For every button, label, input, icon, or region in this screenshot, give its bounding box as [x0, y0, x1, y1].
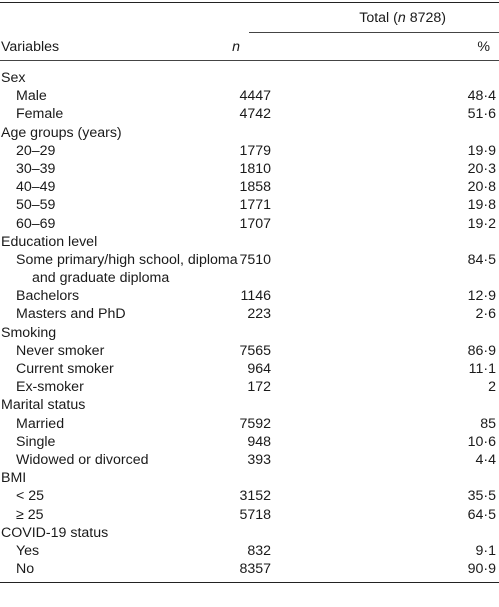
- table-row: [0, 178, 499, 196]
- row-label: 40–49: [16, 179, 56, 196]
- row-label: Female: [16, 106, 64, 123]
- row-percent-value: 19·8: [467, 197, 496, 214]
- row-percent-value: 85: [480, 415, 496, 432]
- header-row-total: [0, 3, 499, 33]
- table-row: [0, 560, 499, 578]
- table-row: [0, 142, 499, 160]
- row-n-value: 832: [247, 542, 271, 559]
- group-label: Age groups (years): [1, 124, 122, 141]
- row-label: Widowed or divorced: [16, 451, 149, 468]
- row-label: Never smoker: [16, 342, 105, 359]
- row-n-value: 948: [247, 433, 271, 450]
- table-row: [0, 215, 499, 233]
- row-label: Married: [16, 415, 65, 432]
- row-percent-value: 20·8: [467, 179, 496, 196]
- table-row: [0, 160, 499, 178]
- table-row: [0, 287, 499, 305]
- total-n-italic: n: [397, 10, 406, 26]
- group-label: Sex: [1, 70, 26, 86]
- row-label: Male: [16, 88, 47, 105]
- row-label: Masters and PhD: [16, 306, 126, 323]
- row-label-line2: and graduate diploma: [32, 270, 170, 287]
- row-percent-value: 10·6: [467, 433, 496, 450]
- row-label: 30–39: [16, 160, 56, 177]
- table-row: [0, 378, 499, 396]
- total-suffix: 8728): [405, 10, 446, 26]
- table-row: [0, 105, 499, 123]
- row-label: [16, 251, 238, 287]
- row-n-value: 223: [247, 306, 271, 323]
- row-percent-value: 48·4: [467, 88, 496, 105]
- row-percent-value: 9·1: [475, 542, 496, 559]
- row-n-value: 7592: [239, 415, 271, 432]
- row-n-value: 4447: [239, 88, 271, 105]
- row-n-value: 1810: [239, 160, 271, 177]
- row-percent-value: 11·1: [468, 361, 496, 378]
- row-label: Current smoker: [16, 361, 114, 378]
- n-header: n: [232, 39, 240, 55]
- row-n-value: 1771: [239, 197, 271, 214]
- row-percent-value: 19·9: [467, 142, 496, 159]
- bottom-rule: [0, 582, 499, 583]
- table-row: [0, 415, 499, 433]
- row-label: ≥ 25: [16, 506, 44, 523]
- row-n-value: 5718: [239, 506, 271, 523]
- row-label: Bachelors: [16, 288, 80, 305]
- row-label: 20–29: [16, 142, 56, 159]
- table-row: [0, 305, 499, 323]
- group-label: BMI: [1, 470, 27, 487]
- row-percent-value: 64·5: [467, 506, 496, 523]
- row-label: 60–69: [16, 215, 56, 232]
- table-row: [0, 542, 499, 560]
- table-row: [0, 360, 499, 378]
- group-header-row: [0, 396, 499, 414]
- table-row: [0, 487, 499, 505]
- group-label: Education level: [1, 233, 98, 250]
- row-n-value: 1707: [239, 215, 271, 232]
- row-percent-value: 35·5: [467, 488, 496, 505]
- row-n-value: 393: [247, 451, 271, 468]
- row-percent-value: 86·9: [467, 342, 496, 359]
- group-header-row: [0, 69, 499, 87]
- table-row: [0, 196, 499, 214]
- percent-header: %: [477, 39, 490, 55]
- row-percent-value: 51·6: [467, 106, 496, 123]
- row-n-value: 1779: [239, 142, 271, 159]
- group-header-row: [0, 524, 499, 542]
- table-row: [0, 251, 499, 287]
- row-percent-value: 12·9: [467, 288, 496, 305]
- row-n-value: 8357: [239, 561, 271, 578]
- row-label: 50–59: [16, 197, 56, 214]
- table-row: [0, 506, 499, 524]
- table-row: [0, 87, 499, 105]
- row-percent-value: 20·3: [467, 160, 496, 177]
- row-percent-value: 2: [488, 379, 496, 396]
- group-header-row: [0, 469, 499, 487]
- total-prefix: Total (: [359, 10, 398, 26]
- table-body: [0, 69, 499, 578]
- row-n-value: 1858: [239, 179, 271, 196]
- table-row: [0, 433, 499, 451]
- group-header-row: [0, 233, 499, 251]
- row-n-value: 964: [247, 361, 271, 378]
- table-row: [0, 342, 499, 360]
- row-percent-value: 2·6: [475, 306, 496, 323]
- row-label: Ex-smoker: [16, 379, 84, 396]
- row-n-value: 3152: [239, 488, 271, 505]
- row-percent-value: 84·5: [467, 251, 496, 268]
- row-n-value: 7565: [239, 342, 271, 359]
- row-percent-value: 19·2: [467, 215, 496, 232]
- row-n-value: 7510: [239, 251, 271, 268]
- group-label: Smoking: [1, 324, 57, 341]
- row-label: < 25: [16, 488, 45, 505]
- group-label: COVID-19 status: [1, 524, 109, 541]
- group-header-row: [0, 124, 499, 142]
- row-label-line1: Some primary/high school, diploma: [16, 251, 238, 268]
- group-header-row: [0, 324, 499, 342]
- row-percent-value: 90·9: [467, 561, 496, 578]
- row-label: Single: [16, 433, 56, 450]
- total-header: [359, 9, 446, 27]
- characteristics-table: [0, 2, 499, 583]
- row-label: No: [16, 561, 35, 578]
- row-n-value: 172: [247, 379, 271, 396]
- table-row: [0, 451, 499, 469]
- row-n-value: 1146: [240, 288, 271, 305]
- group-label: Marital status: [1, 397, 86, 414]
- variables-header: Variables: [1, 39, 60, 55]
- row-percent-value: 4·4: [475, 451, 496, 468]
- row-n-value: 4742: [239, 106, 271, 123]
- header-row-columns: [0, 33, 499, 60]
- row-label: Yes: [16, 542, 40, 559]
